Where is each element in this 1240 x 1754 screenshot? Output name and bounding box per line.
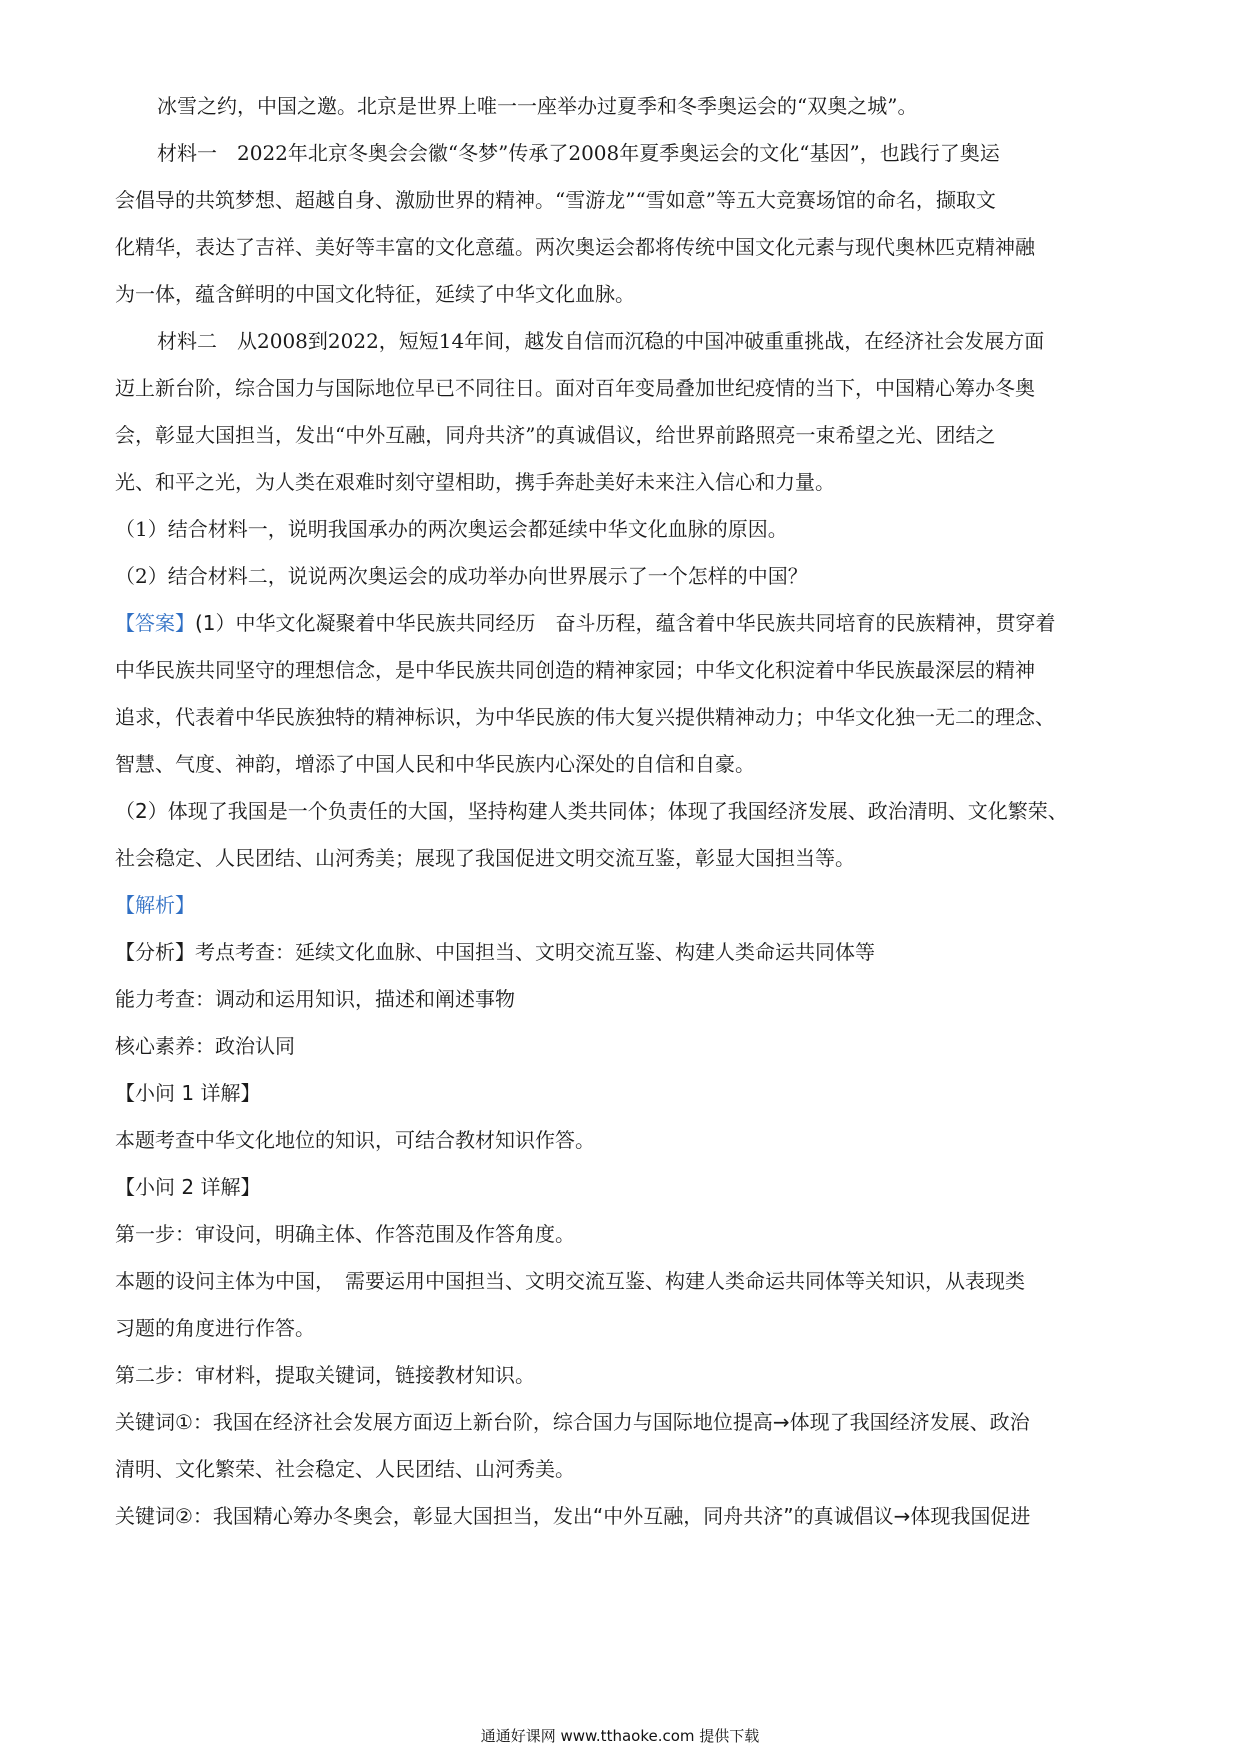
analysis-subheading: 【小问 2 详解】 [115, 1175, 261, 1199]
analysis-line: 关键词①：我国在经济社会发展方面迈上新台阶，综合国力与国际地位提高→体现了我国经济发展、政治 [115, 1410, 1030, 1434]
analysis-line: 习题的角度进行作答。 [115, 1316, 315, 1340]
answer-line: 追求，代表着中华民族独特的精神标识，为中华民族的伟大复兴提供精神动力；中华文化独一无二的理念、 [115, 705, 1055, 729]
material-intro: 冰雪之约，中国之邀。北京是世界上唯一一座举办过夏季和冬季奥运会的“双奥之城”。 [157, 94, 918, 118]
material-one-line: 材料一 2022年北京冬奥会会徽“冬梦”传承了2008年夏季奥运会的文化“基因”，也践行了奥运 [157, 141, 1000, 165]
analysis-line: 第一步：审设问，明确主体、作答范围及作答角度。 [115, 1222, 575, 1246]
answer-line: 社会稳定、人民团结、山河秀美；展现了我国促进文明交流互鉴，彰显大国担当等。 [115, 846, 855, 870]
answer-line: 智慧、气度、神韵，增添了中国人民和中华民族内心深处的自信和自豪。 [115, 752, 755, 776]
answer-text: (1）中华文化凝聚着中华民族共同经历 奋斗历程，蕴含着中华民族共同培育的民族精神，贯穿着 [195, 611, 1056, 635]
question-2: （2）结合材料二，说说两次奥运会的成功举办向世界展示了一个怎样的中国？ [115, 564, 808, 588]
answer-line: （2）体现了我国是一个负责任的大国，坚持构建人类共同体；体现了我国经济发展、政治清明、文化繁荣、 [115, 799, 1068, 823]
material-two-line: 光、和平之光，为人类在艰难时刻守望相助，携手奔赴美好未来注入信心和力量。 [115, 470, 835, 494]
material-two-line: 材料二 从2008到2022，短短14年间，越发自信而沉稳的中国冲破重重挑战，在经济社会发展方面 [157, 329, 1045, 353]
question-1: （1）结合材料一，说明我国承办的两次奥运会都延续中华文化血脉的原因。 [115, 517, 788, 541]
material-one-line: 会倡导的共筑梦想、超越自身、激励世界的精神。“雪游龙”“雪如意”等五大竞赛场馆的命名，撷取文 [115, 188, 996, 212]
analysis-tag: 【解析】 [115, 893, 195, 917]
analysis-line: 本题的设问主体为中国， 需要运用中国担当、文明交流互鉴、构建人类命运共同体等关知识，从表现类 [115, 1269, 1025, 1293]
analysis-line: 能力考查：调动和运用知识，描述和阐述事物 [115, 987, 515, 1011]
answer-line [115, 609, 1125, 637]
analysis-subheading: 【小问 1 详解】 [115, 1081, 261, 1105]
material-two-line: 会，彰显大国担当，发出“中外互融，同舟共济”的真诚倡议，给世界前路照亮一束希望之光、团结之 [115, 423, 996, 447]
answer-tag: 【答案】 [115, 611, 195, 635]
answer-line: 中华民族共同坚守的理想信念，是中华民族共同创造的精神家园；中华文化积淀着中华民族最深层的精神 [115, 658, 1035, 682]
material-one-line: 为一体，蕴含鲜明的中国文化特征，延续了中华文化血脉。 [115, 282, 635, 306]
analysis-line: 清明、文化繁荣、社会稳定、人民团结、山河秀美。 [115, 1457, 575, 1481]
material-one-line: 化精华，表达了吉祥、美好等丰富的文化意蕴。两次奥运会都将传统中国文化元素与现代奥林匹克精神融 [115, 235, 1035, 259]
analysis-line: 核心素养：政治认同 [115, 1034, 295, 1058]
analysis-line: 第二步：审材料，提取关键词，链接教材知识。 [115, 1363, 535, 1387]
material-two-line: 迈上新台阶，综合国力与国际地位早已不同往日。面对百年变局叠加世纪疫情的当下，中国精心筹办冬奥 [115, 376, 1035, 400]
analysis-line: 本题考查中华文化地位的知识，可结合教材知识作答。 [115, 1128, 595, 1152]
analysis-line: 关键词②：我国精心筹办冬奥会，彰显大国担当，发出“中外互融，同舟共济”的真诚倡议→体现我国促进 [115, 1504, 1031, 1528]
analysis-line: 【分析】考点考查：延续文化血脉、中国担当、文明交流互鉴、构建人类命运共同体等 [115, 940, 875, 964]
page-footer: 通通好课网 www.tthaoke.com 提供下载 [480, 1727, 760, 1745]
